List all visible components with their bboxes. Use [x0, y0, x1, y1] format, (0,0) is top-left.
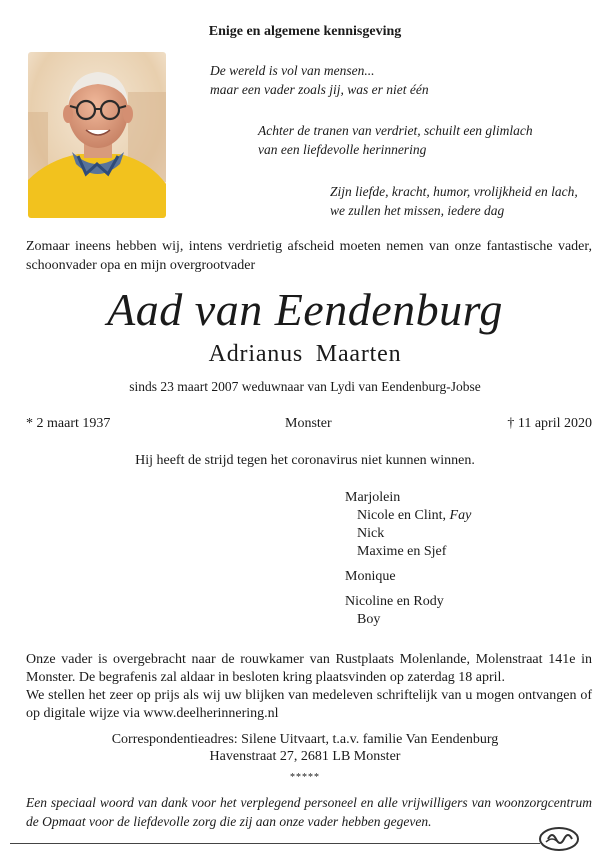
portrait-photo — [28, 52, 166, 218]
place: Monster — [285, 416, 332, 431]
bottom-divider — [10, 843, 540, 844]
poem-verse-2 — [258, 121, 533, 159]
poem-line: Zijn liefde, kracht, humor, vrolijkheid en lach, — [330, 184, 578, 199]
address-line: Havenstraat 27, 2681 LB Monster — [209, 749, 401, 764]
birth-date: * 2 maart 1937 — [26, 416, 111, 431]
family-member: Maxime en Sjef — [357, 544, 447, 559]
poem-line: van een liefdevolle herinnering — [258, 142, 427, 157]
deceased-name: Aad van Eendenburg — [107, 284, 503, 335]
poem-verse-3 — [330, 182, 578, 220]
family-member — [345, 507, 471, 525]
address-line: Correspondentieadres: Silene Uitvaart, t.a.v. familie Van Eendenburg — [111, 732, 499, 747]
thanks-paragraph: Een speciaal woord van dank voor het verplegend personeel en alle vrijwilligers van woonzorgcentrum de Opmaat voor de liefdevolle zorg die zij aan onze vader hebben gegeven. — [26, 795, 592, 829]
death-date: † 11 april 2020 — [507, 416, 592, 431]
separator-stars: ***** — [290, 772, 320, 783]
family-member: Nicoline en Rody — [345, 594, 444, 609]
family-member: Nick — [357, 526, 385, 541]
silene-logo-icon — [538, 826, 580, 852]
given-names: Adrianus Maarten — [208, 341, 402, 367]
portrait-photo-drawing — [28, 52, 166, 218]
family-member: Boy — [357, 612, 381, 627]
family-list — [345, 489, 471, 629]
notice-heading: Enige en algemene kennisgeving — [208, 24, 402, 39]
notice-paragraph: We stellen het zeer op prijs als wij uw blijken van medeleven schriftelijk van u mogen ontvangen of op digitale wijze via www.deelherinnering.nl — [26, 688, 592, 721]
family-member: Marjolein — [345, 490, 401, 505]
poem-line: we zullen het missen, iedere dag — [330, 203, 505, 218]
silene-logo-drawing — [538, 826, 580, 852]
intro-paragraph: Zomaar ineens hebben wij, intens verdrietig afscheid moeten nemen van onze fantastische vader, schoonvader opa en mijn overgrootvader — [26, 239, 592, 273]
poem-line: Achter de tranen van verdriet, schuilt een glimlach — [258, 123, 533, 138]
notice-paragraph: Onze vader is overgebracht naar de rouwkamer van Rustplaats Molenlande, Molenstraat 141e in Monster. De begrafenis zal aldaar in besloten kring plaatsvinden op zaterdag 18 april. — [26, 652, 592, 685]
poem-line: maar een vader zoals jij, was er niet één — [210, 82, 429, 97]
family-member-name: Nicole en Clint, — [357, 508, 450, 523]
family-member: Monique — [345, 569, 396, 584]
correspondence-address — [0, 731, 610, 765]
widower-line: sinds 23 maart 2007 weduwnaar van Lydi van Eendenburg-Jobse — [129, 379, 481, 394]
poem-verse-1 — [210, 61, 429, 99]
poem-line: De wereld is vol van mensen... — [210, 63, 375, 78]
funeral-notice — [26, 651, 592, 723]
family-member-name: Fay — [449, 508, 472, 523]
cause-line: Hij heeft de strijd tegen het coronavirus niet kunnen winnen. — [135, 453, 475, 468]
